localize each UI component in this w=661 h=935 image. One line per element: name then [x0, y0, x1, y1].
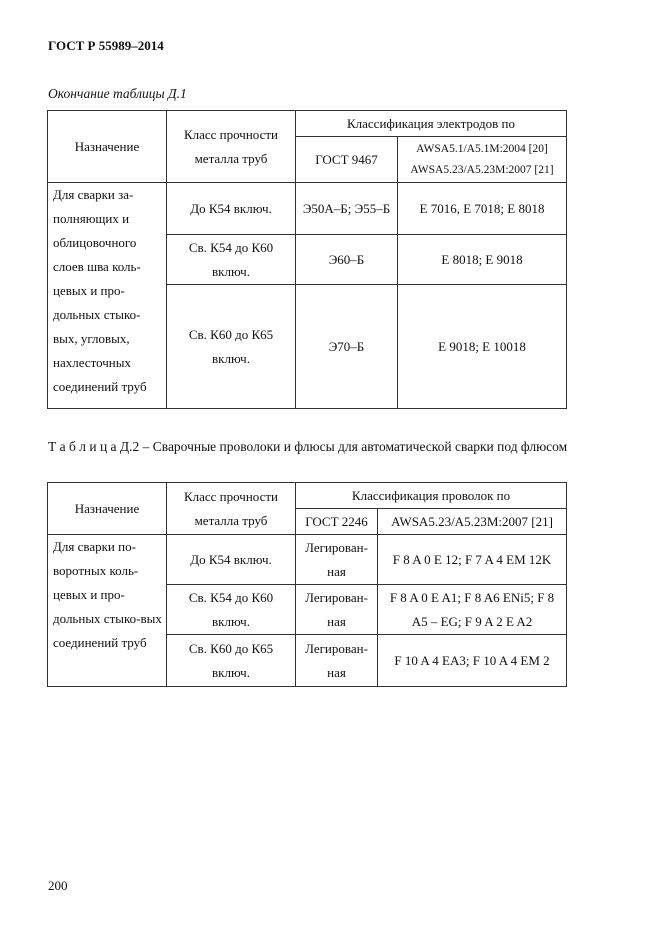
head-purpose: Назначение — [48, 111, 167, 183]
aws-cell: E 9018; E 10018 — [398, 285, 567, 409]
table2-caption: Т а б л и ц а Д.2 – Сварочные проволоки и флюсы для автоматической сварки под флюсом — [48, 439, 568, 454]
class-cell: Св. К54 до К60 включ. — [167, 585, 296, 635]
head-aws: AWSA5.23/A5.23M:2007 [21] — [378, 509, 567, 535]
gost-cell: Э70–Б — [296, 285, 398, 409]
head-class: Класс прочности металла труб — [167, 111, 296, 183]
head-group: Классификация электродов по — [296, 111, 567, 137]
head-gost: ГОСТ 9467 — [296, 137, 398, 183]
purpose-cell: Для сварки по-воротных коль-цевых и про-дольных стыко-вых соединений труб — [48, 535, 167, 687]
wires-table — [47, 482, 567, 687]
class-cell: До К54 включ. — [167, 183, 296, 235]
aws-cell: E 7016, E 7018; E 8018 — [398, 183, 567, 235]
aws-cell: F 10 A 4 EA3; F 10 A 4 EM 2 — [378, 635, 567, 687]
gost-cell: Э60–Б — [296, 235, 398, 285]
gost-cell: Э50А–Б; Э55–Б — [296, 183, 398, 235]
class-cell: Св. К54 до К60 включ. — [167, 235, 296, 285]
class-cell: Св. К60 до К65 включ. — [167, 285, 296, 409]
class-cell: Св. К60 до К65 включ. — [167, 635, 296, 687]
aws-cell: F 8 A 0 E 12; F 7 A 4 EM 12K — [378, 535, 567, 585]
purpose-cell: Для сварки за-полняющих и облицовочного слоев шва коль-цевых и про-дольных стыко-вых, угловых, нахлесточных соединений труб — [48, 183, 167, 409]
head-gost: ГОСТ 2246 — [296, 509, 378, 535]
aws-cell: F 8 A 0 E A1; F 8 A6 ENi5; F 8 A5 – EG; F 9 A 2 E A2 — [378, 585, 567, 635]
head-purpose: Назначение — [48, 483, 167, 535]
electrodes-table — [47, 110, 567, 409]
head-class: Класс прочности металла труб — [167, 483, 296, 535]
document-header: ГОСТ Р 55989–2014 — [48, 38, 164, 53]
aws-cell: E 8018; E 9018 — [398, 235, 567, 285]
page-number: 200 — [48, 878, 68, 893]
table1-caption: Окончание таблицы Д.1 — [48, 86, 187, 101]
head-group: Классификация проволок по — [296, 483, 567, 509]
head-aws: AWSA5.1/A5.1M:2004 [20] AWSA5.23/A5.23M:2007 [21] — [398, 137, 567, 183]
gost-cell: Легирован-ная — [296, 635, 378, 687]
class-cell: До К54 включ. — [167, 535, 296, 585]
gost-cell: Легирован-ная — [296, 585, 378, 635]
gost-cell: Легирован-ная — [296, 535, 378, 585]
